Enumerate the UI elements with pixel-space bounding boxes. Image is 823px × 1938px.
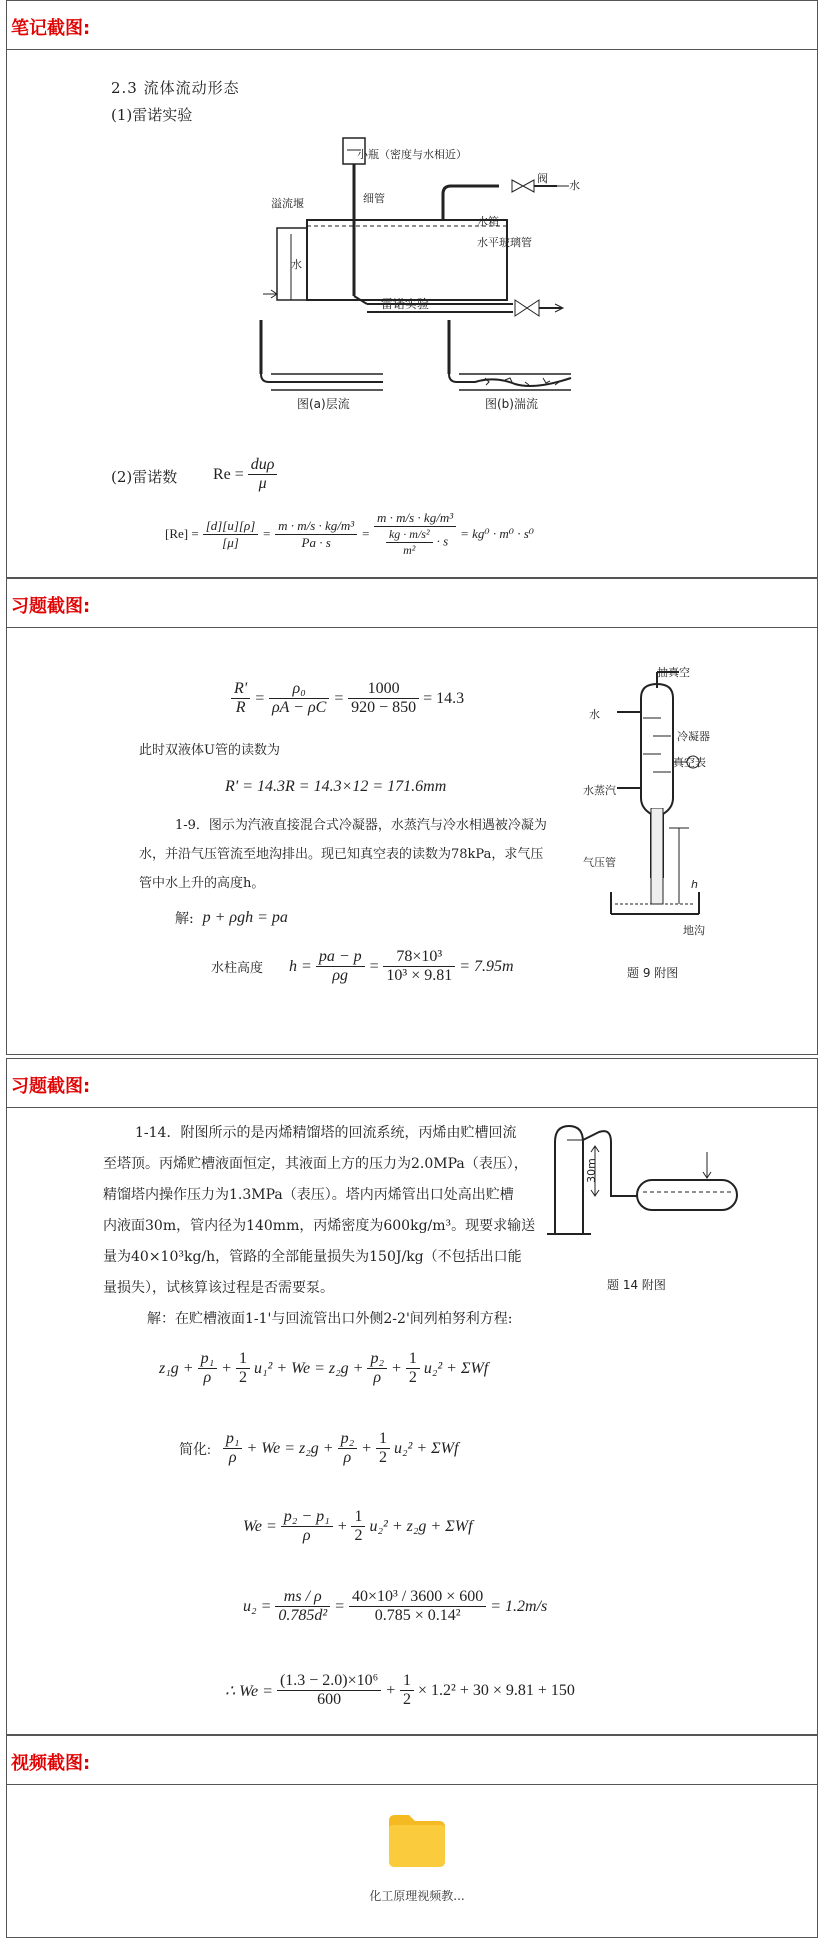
notes-panel [6,49,818,578]
overflow-weir-label: 溢流堰 [271,197,304,210]
barometric-pipe-figure [603,808,723,928]
section-title: 2.3 流体流动形态 [111,79,240,97]
problem-line-1: 1-9．图示为汽液直接混合式冷凝器，水蒸汽与冷水相遇被冷凝为 [175,818,547,833]
water-left-label: 水 [291,258,302,271]
glass-tube-label: 水平玻璃管 [477,236,532,249]
exercise2-panel [6,1107,818,1735]
ratio-formula: $\frac{R'}{R}$ = $\frac{\text{ρ₀}}{\rho A - \rho C}$ = $\frac{1000}{920 - 850}$ = 14.3 [227,680,464,717]
reynolds-number-heading: (2)雷诺数 [111,468,178,486]
tank-label: 水箱 [477,215,499,228]
problem-line-3: 管中水上升的高度h。 [139,876,265,891]
exercise2-header: 习题截图: [6,1058,818,1108]
vacuum-label: 抽真空 [657,666,690,679]
notes-header: 笔记截图: [6,0,818,50]
u-tube-text: 此时双液体U管的读数为 [139,743,280,758]
reynolds-formula: Re = $\frac{\text{duρ}}{\mu}$ [213,456,281,493]
water-in-label: 水 [569,179,580,192]
final-equation: ∴ We = $\frac{\text{(1.3 − 2.0)×10⁶}}{600}$ + $\frac{1}{2}$ × 1.2² + 30 × 9.81 + 150 [225,1672,575,1708]
bernoulli-equation: z₁g + $\frac{\text{p₁}}{\rho}$ + $\frac{1}{2}$ u₁² + We = z₂g + $\frac{\text{p₂}}{\rho}$ + $\frac{1}{2}$ u₂² + ΣWf [159,1350,489,1386]
video-header: 视频截图: [6,1735,818,1785]
barometric-pipe-label: 气压管 [583,856,616,869]
video-file[interactable] [377,1811,457,1869]
water-label: 水 [589,708,600,721]
laminar-caption: 图(a)层流 [297,397,350,411]
bottle-label: 小瓶（密度与水相近） [357,148,467,161]
reynolds-experiment-heading: (1)雷诺实验 [111,106,193,124]
reflux-figure [547,1122,757,1242]
solution-equation: 解: p + ρgh = pa [175,909,288,927]
condenser-label: 冷凝器 [677,730,710,743]
turbulent-caption: 图(b)湍流 [485,397,538,411]
video-panel [6,1784,818,1938]
laminar-flow-figure [247,312,387,402]
height-formula: 水柱高度 h = $\frac{pa - p}{\rho g}$ = $\frac{\text{78×10³}}{\text{10³ × 9.81}}$ = 7.95m [211,948,514,984]
h-label: h [691,878,698,891]
exercise14-caption: 题 14 附图 [607,1278,666,1292]
velocity-equation: u₂ = $\frac{ms / \rho}{\text{0.785d²}}$ = $\frac{\text{40×10³ / 3600 × 600}}{\text{0.785 × 0.14²}}$ = 1.2m/s [243,1588,548,1624]
exercise9-caption: 题 9 附图 [627,966,679,980]
problem-14-text: 1-14．附图所示的是丙烯精馏塔的回流系统，丙烯由贮槽回流 至塔顶。丙烯贮槽液面恒定，其液面上方的压力为2.0MPa（表压）， 精馏塔内操作压力为1.3MPa（表压）。塔内丙烯管出口处高出贮槽 内液面30m，管内径为140mm，丙烯密度为600kg/m³。现要求输送 量为40×10³kg/h，管路的全部能量损失为150J/kg（不包括出口能 量损失），试核算该过程是否需要泵。 解：在贮槽液面1-1'与回流管出口外侧2-2'间列柏努利方程: [103,1125,536,1327]
vacuum-gauge-label: 真空表 [673,756,706,769]
dimension-formula: [Re] = $\frac{[d][u][\rho]}{[\mu]}$ = $\frac{\text{m · m/s · kg/m³}}{Pa \cdot s}$ = m · m/s · kg/m³ $\frac{\text{kg · m/s²}}{\text{m²}}$ · s = kg⁰ · m⁰ · s⁰ [165,510,534,557]
simplified-equation: 简化: $\frac{\text{p₁}}{\rho}$ + We = z₂g + $\frac{\text{p₂}}{\rho}$ + $\frac{1}{2}$ u₂² + ΣWf [179,1430,459,1466]
steam-label: 水蒸汽 [583,784,616,797]
valve-label: 阀 [537,172,548,185]
folder-icon [385,1811,449,1869]
turbulent-flow-figure [435,312,575,402]
reading-formula: R' = 14.3R = 14.3×12 = 171.6mm [225,778,447,795]
problem-line-2: 水，并沿气压管流至地沟排出。现已知真空表的读数为78kPa，求气压 [139,847,544,862]
exercise1-header: 习题截图: [6,578,818,628]
work-equation: We = $\frac{\text{p₂ − p₁}}{\rho}$ + $\frac{1}{2}$ u₂² + z₂g + ΣWf [243,1508,473,1544]
video-file-name[interactable]: 化工原理视频教... [369,1889,465,1903]
ditch-label: 地沟 [683,924,705,937]
reynolds-caption: 雷诺实验 [381,297,430,311]
exercise1-panel [6,627,818,1055]
thin-tube-label: 细管 [363,192,385,205]
height-30m-label: 30m [584,1158,598,1183]
